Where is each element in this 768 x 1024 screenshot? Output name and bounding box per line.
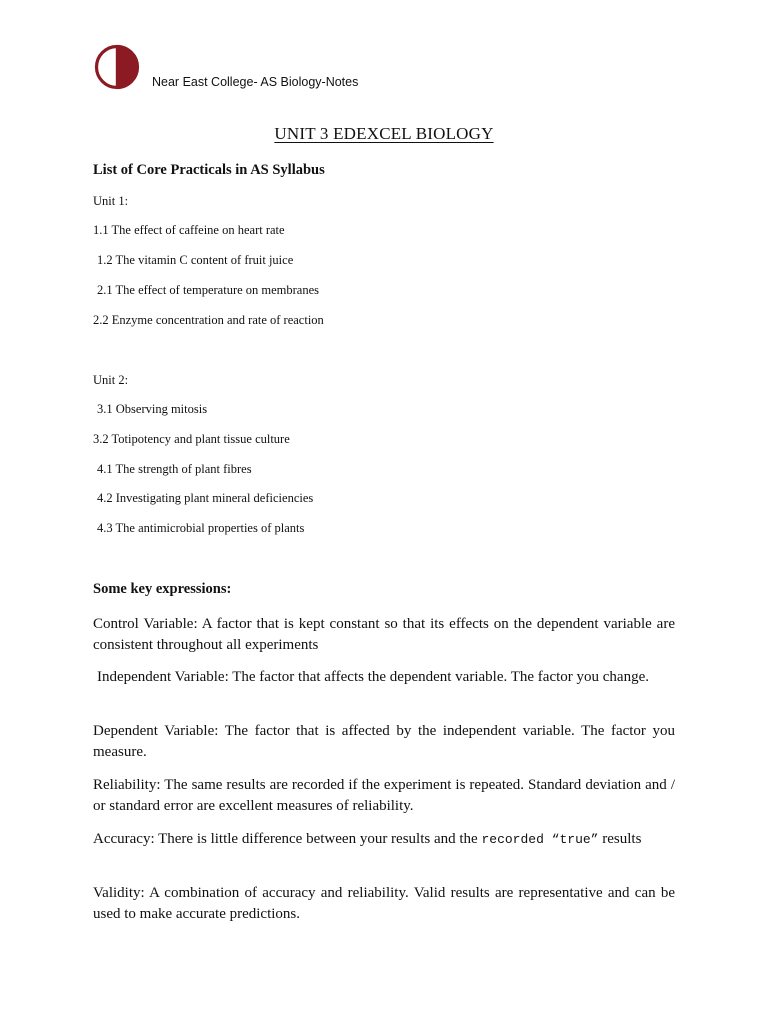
unit1-label: Unit 1: [93, 194, 129, 208]
list-item: 1.2 The vitamin C content of fruit juice [97, 253, 294, 267]
key-expressions-heading: Some key expressions: [93, 581, 232, 597]
accuracy-definition [93, 829, 675, 850]
reliability-definition: Reliability: The same results are recorded if the experiment is repeated. Standard deviation and / or standard error are excellent measures of reliability. [93, 777, 675, 814]
list-item: 2.1 The effect of temperature on membranes [97, 283, 320, 297]
college-logo-icon [94, 44, 140, 90]
list-item: 2.2 Enzyme concentration and rate of reaction [93, 313, 324, 327]
independent-variable-definition: Independent Variable: The factor that affects the dependent variable. The factor you change. [97, 669, 649, 685]
list-item: 4.2 Investigating plant mineral deficiencies [97, 491, 314, 505]
list-item: 3.1 Observing mitosis [97, 402, 208, 416]
list-item: 3.2 Totipotency and plant tissue culture [93, 432, 290, 446]
page-title-text: UNIT 3 EDEXCEL BIOLOGY [274, 124, 494, 143]
college-header: Near East College- AS Biology-Notes [152, 75, 359, 89]
unit2-label: Unit 2: [93, 373, 129, 387]
accuracy-recorded-true: recorded “true” [481, 832, 599, 847]
control-variable-definition: Control Variable: A factor that is kept constant so that its effects on the dependent variable are consistent throughout all experiments [93, 616, 675, 653]
list-item: 4.3 The antimicrobial properties of plants [97, 521, 305, 535]
dependent-variable-definition: Dependent Variable: The factor that is affected by the independent variable. The factor you measure. [93, 723, 675, 760]
validity-definition: Validity: A combination of accuracy and reliability. Valid results are representative and can be used to make accurate predictions. [93, 885, 675, 922]
list-item: 4.1 The strength of plant fibres [97, 462, 252, 476]
core-practicals-heading: List of Core Practicals in AS Syllabus [93, 162, 325, 178]
accuracy-text: Accuracy: There is little difference between your results and the [93, 831, 482, 847]
page-title [0, 124, 768, 144]
accuracy-results: results [598, 831, 642, 847]
list-item: 1.1 The effect of caffeine on heart rate [93, 223, 285, 237]
